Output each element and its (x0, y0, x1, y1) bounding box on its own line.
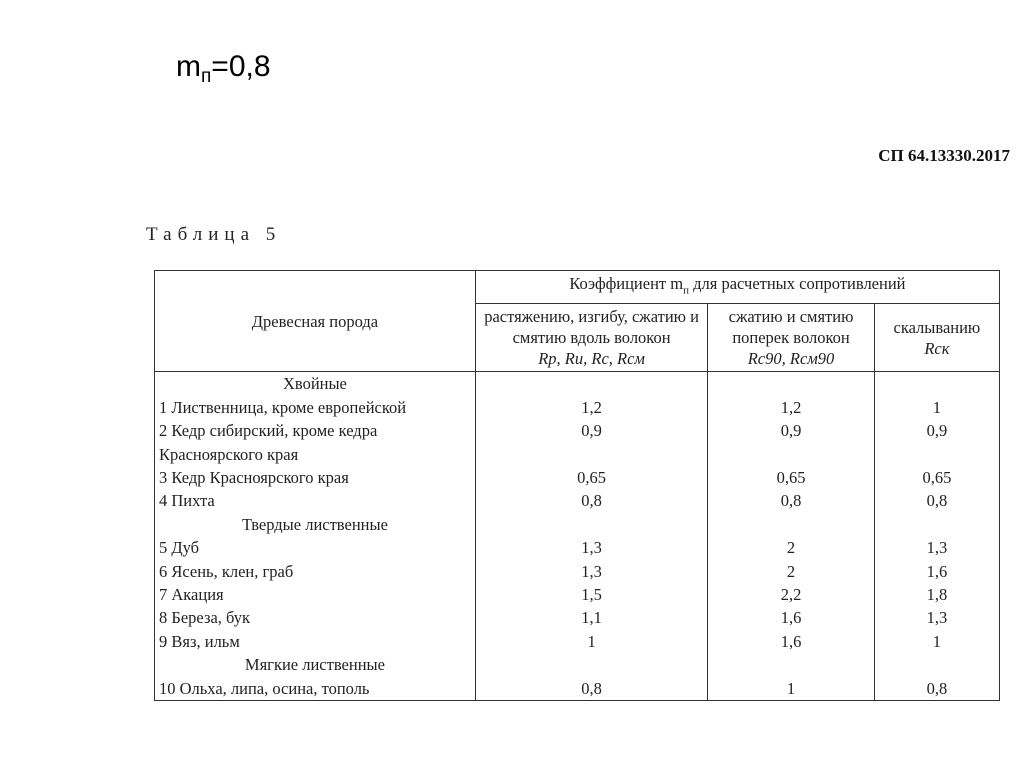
coefficient-a-cell (475, 443, 707, 466)
coefficient-b-cell: 0,8 (708, 489, 874, 512)
empty-cell (475, 653, 707, 676)
coefficient-c-cell: 0,8 (874, 677, 999, 701)
col-b-symbols: Rс90, Rсм90 (747, 349, 835, 369)
col-c-text: скалыванию (893, 317, 981, 337)
formula-subscript: п (201, 66, 212, 87)
empty-cell (708, 653, 874, 676)
empty-cell (874, 513, 999, 536)
coefficient-c-cell: 1 (874, 396, 999, 419)
col-b-header (708, 304, 874, 372)
coefficient-b-cell (708, 443, 874, 466)
coefficient-c-cell: 1,6 (874, 560, 999, 583)
table-row (155, 466, 1000, 489)
coefficient-a-cell: 1,2 (475, 396, 707, 419)
empty-cell (708, 513, 874, 536)
coefficient-b-cell: 1,2 (708, 396, 874, 419)
coefficient-b-cell: 0,65 (708, 466, 874, 489)
col-c-symbols: Rск (924, 338, 950, 358)
coefficient-b-cell: 1 (708, 677, 874, 701)
coefficient-b-cell: 1,6 (708, 630, 874, 653)
coefficient-c-cell: 1,3 (874, 536, 999, 559)
group-row (155, 513, 1000, 536)
group-label: Хвойные (155, 372, 476, 396)
table-row (155, 489, 1000, 512)
col-b-text: сжатию и смятию поперек волокон (728, 307, 854, 348)
table-row (155, 677, 1000, 701)
table-row (155, 583, 1000, 606)
table-body (155, 372, 1000, 701)
table-row (155, 443, 1000, 466)
coefficient-c-cell: 1 (874, 630, 999, 653)
coefficient-a-cell: 0,65 (475, 466, 707, 489)
coefficient-a-cell: 0,9 (475, 419, 707, 442)
coefficient-a-cell: 1,3 (475, 560, 707, 583)
col-a-text: растяжению, изгибу, сжатию и смятию вдоль волокон (484, 307, 699, 348)
species-name: 3 Кедр Красноярского края (155, 466, 476, 489)
species-name: 10 Ольха, липа, осина, тополь (155, 677, 476, 701)
species-name: 6 Ясень, клен, граб (155, 560, 476, 583)
coefficient-c-cell: 0,8 (874, 489, 999, 512)
coefficient-a-cell: 1,3 (475, 536, 707, 559)
table-row (155, 606, 1000, 629)
coefficient-b-cell: 1,6 (708, 606, 874, 629)
col-a-header (475, 304, 707, 372)
species-name: 7 Акация (155, 583, 476, 606)
coefficient-a-cell: 0,8 (475, 489, 707, 512)
species-name: 2 Кедр сибирский, кроме кедра (155, 419, 476, 442)
document-code: СП 64.13330.2017 (878, 146, 1010, 165)
group-label: Твердые лиственные (155, 513, 476, 536)
coefficient-a-cell: 1,1 (475, 606, 707, 629)
empty-cell (475, 372, 707, 396)
group-label: Мягкие лиственные (155, 653, 476, 676)
coefficient-header (475, 271, 999, 304)
coefficient-c-cell: 1,8 (874, 583, 999, 606)
species-name: 8 Береза, бук (155, 606, 476, 629)
table-caption: Таблица 5 (146, 224, 282, 245)
col-a-symbols: Rр, Rи, Rс, Rсм (538, 349, 645, 369)
empty-cell (874, 653, 999, 676)
formula-symbol: m (176, 50, 201, 83)
col-c-header (874, 304, 999, 372)
species-name: 5 Дуб (155, 536, 476, 559)
species-name: 9 Вяз, ильм (155, 630, 476, 653)
coefficient-b-cell: 2,2 (708, 583, 874, 606)
species-header (155, 271, 476, 372)
coefficient-c-cell (874, 443, 999, 466)
group-row (155, 653, 1000, 676)
coefficient-c-cell: 0,9 (874, 419, 999, 442)
coefficient-a-cell: 0,8 (475, 677, 707, 701)
table-row (155, 560, 1000, 583)
group-row (155, 372, 1000, 396)
table-row (155, 630, 1000, 653)
empty-cell (708, 372, 874, 396)
coefficient-header-sub: п (683, 284, 689, 297)
coefficient-header-rest: для расчетных сопротивлений (688, 274, 906, 293)
table-row (155, 419, 1000, 442)
coefficient-c-cell: 1,3 (874, 606, 999, 629)
coefficient-b-cell: 2 (708, 560, 874, 583)
table-row (155, 536, 1000, 559)
coefficient-a-cell: 1 (475, 630, 707, 653)
coefficient-a-cell: 1,5 (475, 583, 707, 606)
coefficient-c-cell: 0,65 (874, 466, 999, 489)
species-name: 1 Лиственница, кроме европейской (155, 396, 476, 419)
species-name: Красноярского края (155, 443, 476, 466)
species-name: 4 Пихта (155, 489, 476, 512)
coefficient-header-label: Коэффициент m (569, 274, 684, 293)
species-header-label: Древесная порода (251, 311, 379, 331)
formula-value: =0,8 (211, 50, 271, 83)
table-row (155, 396, 1000, 419)
coefficient-b-cell: 2 (708, 536, 874, 559)
coefficient-table (154, 270, 1000, 701)
formula-mp (176, 50, 271, 88)
empty-cell (475, 513, 707, 536)
empty-cell (874, 372, 999, 396)
coefficient-b-cell: 0,9 (708, 419, 874, 442)
